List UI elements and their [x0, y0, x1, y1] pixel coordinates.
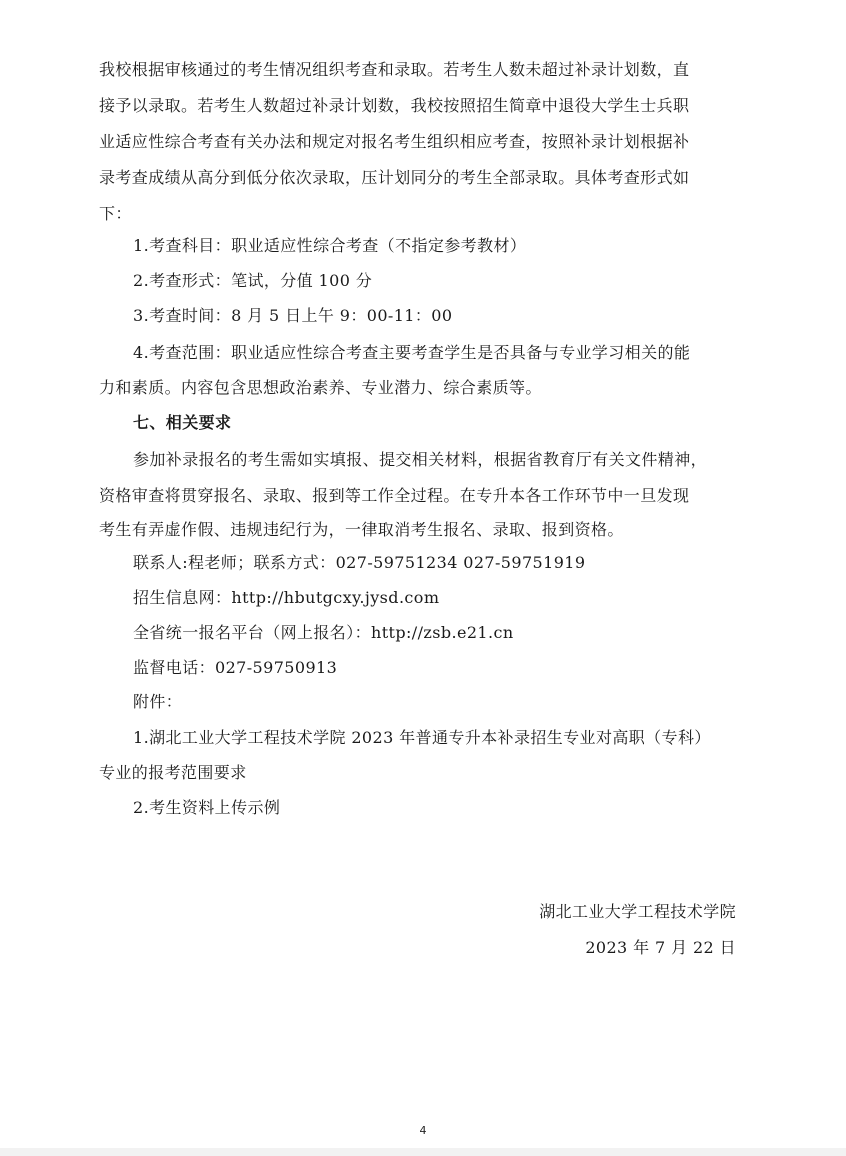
attachment-2: 2.考生资料上传示例: [133, 798, 281, 817]
exam-scope-line-1: 4.考查范围：职业适应性综合考查主要考查学生是否具备与专业学习相关的能: [133, 343, 691, 362]
exam-item-time: 3.考查时间：8 月 5 日上午 9：00-11：00: [133, 306, 453, 325]
section-heading: 七、相关要求: [133, 413, 232, 432]
intro-line-3: 业适应性综合考查有关办法和规定对报名考生组织相应考查，按照补录计划根据补: [99, 132, 690, 151]
supervision-line: 监督电话：027-59750913: [133, 658, 338, 677]
attachment-1-line-2: 专业的报考范围要求: [99, 763, 247, 782]
contact-line: 联系人:程老师；联系方式：027-59751234 027-59751919: [133, 553, 586, 572]
intro-line-2: 接予以录取。若考生人数超过补录计划数，我校按照招生简章中退役大学生士兵职: [99, 96, 690, 115]
website-line: 招生信息网：http://hbutgcxy.jysd.com: [133, 588, 440, 607]
requirement-line-2: 资格审查将贯穿报名、录取、报到等工作全过程。在专升本各工作环节中一旦发现: [99, 486, 690, 505]
page-number: 4: [419, 1124, 427, 1137]
signature-date: 2023 年 7 月 22 日: [585, 938, 736, 957]
requirement-line-1: 参加补录报名的考生需如实填报、提交相关材料，根据省教育厅有关文件精神，: [133, 450, 708, 469]
exam-scope-line-2: 力和素质。内容包含思想政治素养、专业潜力、综合素质等。: [99, 378, 542, 397]
intro-line-5: 下：: [99, 204, 132, 223]
intro-line-4: 录考查成绩从高分到低分依次录取，压计划同分的考生全部录取。具体考查形式如: [99, 168, 690, 187]
platform-line: 全省统一报名平台（网上报名）：http://zsb.e21.cn: [133, 623, 514, 642]
requirement-line-3: 考生有弄虚作假、违规违纪行为，一律取消考生报名、录取、报到资格。: [99, 520, 624, 539]
exam-item-subject: 1.考查科目：职业适应性综合考查（不指定参考教材）: [133, 236, 527, 255]
intro-line-1: 我校根据审核通过的考生情况组织考查和录取。若考生人数未超过补录计划数，直: [99, 60, 690, 79]
exam-item-format: 2.考查形式：笔试，分值 100 分: [133, 271, 373, 290]
signature-institution: 湖北工业大学工程技术学院: [539, 902, 736, 921]
attachment-1-line-1: 1.湖北工业大学工程技术学院 2023 年普通专升本补录招生专业对高职（专科）: [133, 728, 711, 747]
attachments-label: 附件：: [133, 692, 183, 711]
